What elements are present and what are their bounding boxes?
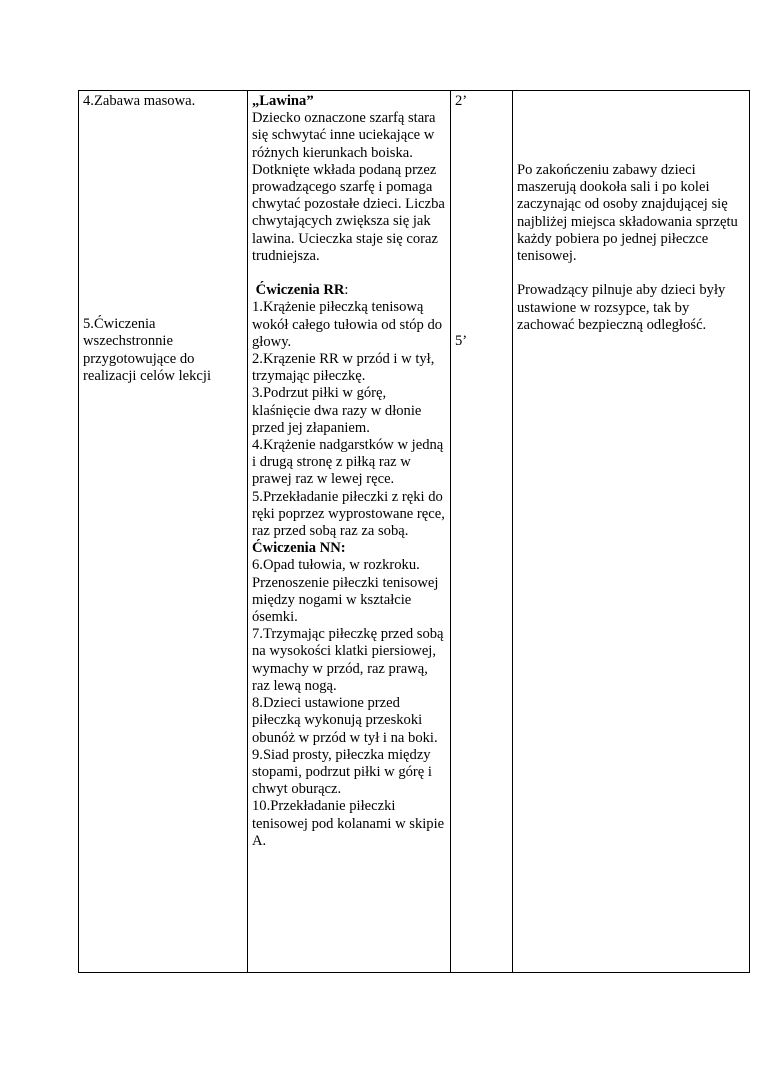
- exercise-item: 7.Trzymając piłeczkę przed sobą na wysokości klatki piersiowej, wymachy w przód, raz prawą, raz lewą nogą.: [252, 626, 444, 694]
- exercise-item: 3.Podrzut piłki w górę, klaśnięcie dwa razy w dłonie przed jej złapaniem.: [252, 385, 422, 436]
- exercise-item: 10.Przekładanie piłeczki tenisowej pod kolanami w skipie A.: [252, 798, 445, 849]
- activity-description-cell: [248, 91, 451, 973]
- exercise-item: 1.Krążenie piłeczką tenisową wokół całego tułowia od stóp do głowy.: [252, 299, 443, 350]
- time-game: 2’: [455, 93, 468, 109]
- time-exercises: 5’: [455, 333, 468, 350]
- spacer: [252, 265, 446, 282]
- time-cell: [451, 91, 513, 973]
- game-title: „Lawina”: [252, 93, 314, 109]
- exercise-item: 8.Dzieci ustawione przed piłeczką wykonują przeskoki obunóż w przód w tył i na boki.: [252, 695, 438, 746]
- spacer: [83, 110, 243, 316]
- exercise-item: 9.Siad prosty, piłeczka między stopami, podrzut piłki w górę i chwyt oburącz.: [252, 746, 432, 798]
- game-description: Dziecko oznaczone szarfą stara się schwytać inne uciekające w różnych kierunkach boiska. Dotknięte wkłada podaną przez prowadzącego szarfę i pomaga chwytać pozostałe dzieci. Liczba chwytających zwiększa się jak lawina. Ucieczka staje się coraz trudniejsza.: [252, 110, 445, 264]
- rr-heading: Ćwiczenia RR: [255, 282, 345, 299]
- organizational-note-2: Prowadzący pilnuje aby dzieci były ustawione w rozsypce, tak by zachować bezpieczną odległość.: [517, 282, 726, 333]
- nn-heading: Ćwiczenia NN:: [252, 540, 346, 557]
- organizational-note-1: Po zakończeniu zabawy dzieci maszerują dookoła sali i po kolei zaczynając od osoby znajdującej się najbliżej miejsca składowania sprzętu każdy pobiera po jednej piłeczce tenisowej.: [517, 162, 738, 265]
- spacer: [455, 110, 508, 333]
- exercise-item: 4.Krążenie nadgarstków w jedną i drugą stronę z piłką raz w prawej raz w lewej ręce.: [252, 437, 444, 488]
- spacer: [517, 265, 745, 282]
- activity-4-label: 4.Zabawa masowa.: [83, 93, 196, 109]
- lesson-plan-table: [78, 90, 750, 973]
- table-row: [79, 91, 750, 973]
- activity-5-label: 5.Ćwiczenia wszechstronnie przygotowujące do realizacji celów lekcji: [83, 316, 212, 384]
- exercise-item: 5.Przekładanie piłeczki z ręki do ręki poprzez wyprostowane ręce, raz przed sobą raz za sobą.: [252, 488, 445, 540]
- notes-cell: [513, 91, 750, 973]
- spacer: [517, 93, 745, 162]
- rr-heading-colon: :: [344, 282, 349, 299]
- activity-name-cell: [79, 91, 248, 973]
- rr-heading-line: [252, 282, 446, 299]
- exercise-item: 6.Opad tułowia, w rozkroku. Przenoszenie piłeczki tenisowej między nogami w kształcie ósemki.: [252, 557, 439, 626]
- exercise-item: 2.Krązenie RR w przód i w tył, trzymając piłeczkę.: [252, 351, 435, 385]
